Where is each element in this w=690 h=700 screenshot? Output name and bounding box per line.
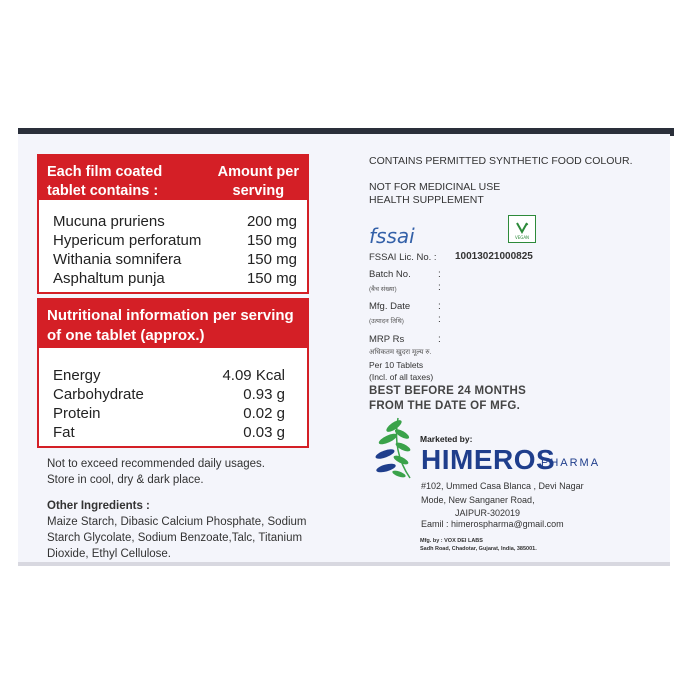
nutrient-name: Energy [53, 367, 101, 384]
fssai-lic-value: 10013021000825 [455, 251, 533, 262]
composition-header-left [47, 163, 162, 201]
himeros-leaf-logo-icon [372, 412, 420, 484]
nutrition-row [53, 385, 297, 404]
box-bottom-edge [18, 562, 670, 566]
supplement-text: HEALTH SUPPLEMENT [369, 194, 484, 206]
nutrient-name: Carbohydrate [53, 386, 144, 403]
composition-table [37, 154, 309, 294]
nutrient-name: Protein [53, 405, 101, 422]
composition-rows [53, 212, 297, 288]
nutrition-rows [53, 366, 297, 442]
fssai-lic-label: FSSAI Lic. No. : [369, 252, 437, 263]
per-tablets-text: Per 10 Tablets [369, 360, 424, 370]
vegan-icon [508, 215, 536, 243]
brand-name: HIMEROS [421, 444, 556, 475]
header-right-line2: serving [232, 183, 285, 199]
composition-row [53, 269, 297, 288]
email-text: Eamil : himerospharma@gmail.com [421, 519, 564, 529]
manufacturer-name: Mfg. by : VOX DEI LABS [420, 538, 483, 544]
composition-row [53, 250, 297, 269]
composition-row [53, 231, 297, 250]
nutrient-value: 0.03 g [243, 424, 285, 441]
ingredient-name: Mucuna pruriens [53, 213, 165, 230]
not-medicinal-text: NOT FOR MEDICINAL USE [369, 181, 501, 193]
marketed-by-label: Marketed by: [420, 434, 473, 444]
nutrition-header-line1: Nutritional information per serving [47, 307, 294, 324]
usage-notes [47, 456, 265, 488]
batch-colon-2: : [438, 282, 441, 293]
mfg-date-label: Mfg. Date [369, 301, 411, 312]
usage-disclaimer [369, 181, 500, 207]
nutrition-row [53, 423, 297, 442]
address-line1: #102, Ummed Casa Blanca , Devi Nagar [421, 481, 584, 491]
colour-note: CONTAINS PERMITTED SYNTHETIC FOOD COLOUR. [369, 155, 633, 167]
nutrition-row [53, 366, 297, 385]
batch-colon: : [438, 269, 441, 280]
mrp-colon: : [438, 334, 441, 345]
other-ingredients-line: Dioxide, Ethyl Cellulose. [47, 548, 172, 560]
nutrient-value: 0.02 g [243, 405, 285, 422]
nutrient-value: 4.09 Kcal [222, 367, 285, 384]
storage-note-line: Store in cool, dry & dark place. [47, 474, 204, 486]
other-ingredients-line: Maize Starch, Dibasic Calcium Phosphate, Sodium [47, 516, 307, 528]
usage-note-line: Not to exceed recommended daily usages. [47, 458, 265, 470]
ingredient-amount: 150 mg [246, 251, 297, 268]
composition-header-right [218, 163, 299, 201]
nutrition-table [37, 298, 309, 448]
header-right-line1: Amount per [217, 164, 299, 180]
ingredient-amount: 150 mg [246, 232, 297, 249]
nutrition-header-line2: of one tablet (approx.) [47, 327, 205, 344]
nutrient-value: 0.93 g [243, 386, 285, 403]
address-line2: Mode, New Sanganer Road, [421, 495, 535, 505]
fssai-logo-text: fssai [369, 224, 415, 248]
mrp-hindi: अधिकतम खुदरा मूल्य रु. [369, 349, 432, 356]
header-left-line2: tablet contains : [47, 183, 159, 199]
brand-suffix: PHARMA [541, 457, 601, 469]
fssai-logo [369, 224, 415, 248]
best-before-line2: FROM THE DATE OF MFG. [369, 400, 521, 412]
ingredient-amount: 200 mg [246, 213, 297, 230]
manufacturer-address: Sadh Road, Chadotar, Gujarat, India, 385001. [420, 546, 537, 552]
svg-text:VEGAN: VEGAN [514, 235, 530, 240]
other-ingredients [47, 498, 307, 562]
batch-label: Batch No. [369, 269, 411, 280]
incl-taxes-text: (Incl. of all taxes) [369, 372, 434, 382]
mfg-colon: : [438, 301, 441, 312]
nutrient-name: Fat [53, 424, 75, 441]
composition-header [39, 156, 307, 200]
composition-row [53, 212, 297, 231]
ingredient-name: Withania somnifera [53, 251, 182, 268]
mrp-label: MRP Rs [369, 334, 405, 345]
nutrition-header [39, 300, 307, 348]
best-before-line1: BEST BEFORE 24 MONTHS [369, 385, 527, 397]
ingredient-name: Hypericum perforatum [53, 232, 202, 249]
header-left-line1: Each film coated [47, 164, 163, 180]
other-ingredients-line: Starch Glycolate, Sodium Benzoate,Talc, Titanium [47, 532, 303, 544]
ingredient-name: Asphaltum punja [53, 270, 165, 287]
address-line3: JAIPUR-302019 [455, 508, 521, 518]
mfg-date-hindi: (उत्पादन तिथि) [369, 318, 404, 325]
mfg-colon-2: : [438, 314, 441, 325]
batch-hindi: (बैच संख्या) [369, 286, 397, 293]
ingredient-amount: 150 mg [246, 270, 297, 287]
nutrition-row [53, 404, 297, 423]
other-ingredients-title: Other Ingredients : [47, 500, 150, 512]
